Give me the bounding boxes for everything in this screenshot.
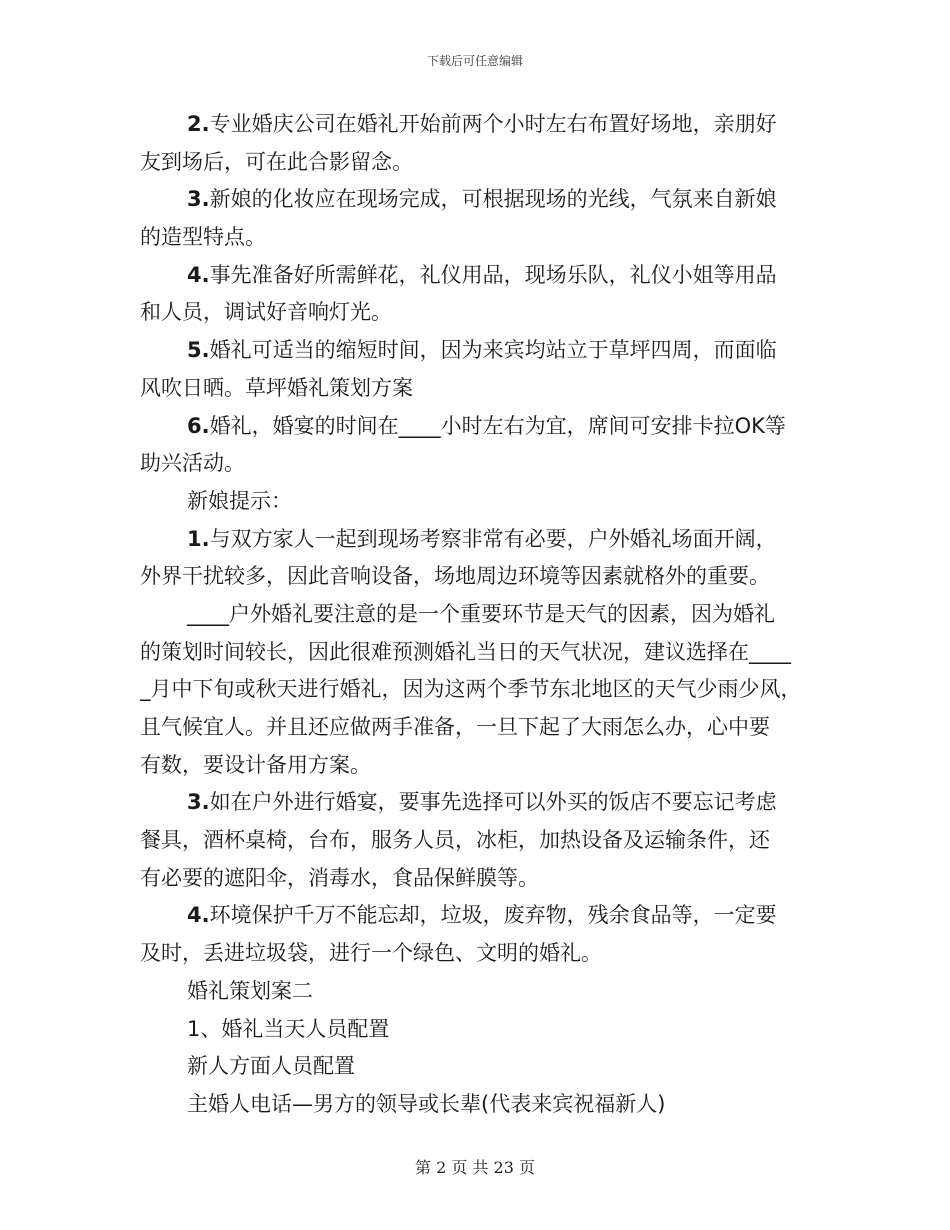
line-text: 外界干扰较多，因此音响设备，场地周边环境等因素就格外的重要。 [140,564,770,589]
line-text: _月中下旬或秋天进行婚礼，因为这两个季节东北地区的天气少雨少风， [140,677,802,702]
text-line [140,445,812,483]
text-line [140,558,812,596]
list-number: 1. [187,526,210,551]
line-text: 专业婚庆公司在婚礼开始前两个小时左右布置好场地，亲朋好 [209,112,777,136]
line-text: 新娘提示： [187,488,292,513]
page-footer: 第 2 页 共 23 页 [415,1158,535,1177]
line-text: 1、婚礼当天人员配置 [187,1016,390,1041]
line-text: 新人方面人员配置 [187,1054,355,1079]
text-line [140,634,812,672]
line-text: 婚礼策划案二 [187,978,313,1003]
text-line [140,1086,812,1124]
line-text: 环境保护千万不能忘却，垃圾，废弃物，残余食品等，一定要 [209,903,777,928]
text-line [140,747,812,785]
text-line [140,784,812,822]
text-line [140,935,812,973]
line-text: 与双方家人一起到现场考察非常有必要，户外婚礼场面开阔， [209,526,777,551]
line-text: 新娘的化妆应在现场完成，可根据现场的光线，气氛来自新娘 [209,187,777,212]
text-line [140,106,812,144]
line-text: 的策划时间较长，因此很难预测婚礼当日的天气状况，建议选择在____ [140,639,791,664]
list-number: 4. [187,262,210,287]
line-text: 的造型特点。 [140,225,266,250]
text-line [140,671,812,709]
text-line [140,219,812,257]
line-text: 如在户外进行婚宴，要事先选择可以外买的饭店不要忘记考虑 [209,790,777,815]
line-text: 婚礼，婚宴的时间在____小时左右为宜，席间可安排卡拉OK等 [209,413,786,438]
page-header: 下载后可任意编辑 [426,54,523,68]
text-line [140,257,812,295]
list-number: 6. [187,413,210,438]
line-text: 风吹日晒。草坪婚礼策划方案 [140,375,413,400]
text-line [140,332,812,370]
list-number: 3. [187,790,210,815]
line-text: 友到场后，可在此合影留念。 [140,149,413,174]
text-line [140,521,812,559]
text-line [140,370,812,408]
text-line [140,860,812,898]
list-number: 3. [187,187,210,212]
list-number: 5. [187,338,210,363]
line-text: 助兴活动。 [140,451,245,476]
text-line [140,822,812,860]
line-text: 餐具，酒杯桌椅，台布，服务人员，冰柜，加热设备及运输条件，还 [140,828,770,853]
list-number: 4. [187,903,210,928]
line-text: 及时，丢进垃圾袋，进行一个绿色、文明的婚礼。 [140,941,602,966]
text-line [140,596,812,634]
line-text: 主婚人电话—男方的领导或长辈(代表来宾祝福新人) [187,1091,666,1116]
text-line [140,897,812,935]
line-text: 事先准备好所需鲜花，礼仪用品，现场乐队，礼仪小姐等用品 [209,262,777,287]
text-line [140,144,812,182]
line-text: 有必要的遮阳伞，消毒水，食品保鲜膜等。 [140,865,539,890]
text-line [140,709,812,747]
line-text: 有数，要设计备用方案。 [140,752,371,777]
line-text: 婚礼可适当的缩短时间，因为来宾均站立于草坪四周，而面临 [209,338,777,363]
text-line [140,1011,812,1049]
text-line [140,408,812,446]
document-body [140,106,812,1124]
text-line [140,181,812,219]
text-line [140,1048,812,1086]
line-text: ____户外婚礼要注意的是一个重要环节是天气的因素，因为婚礼 [187,601,775,626]
line-text: 且气候宜人。并且还应做两手准备，一旦下起了大雨怎么办，心中要 [140,715,770,739]
text-line [140,294,812,332]
text-line [140,483,812,521]
list-number: 2. [187,112,210,136]
line-text: 和人员，调试好音响灯光。 [140,300,392,325]
text-line [140,973,812,1011]
